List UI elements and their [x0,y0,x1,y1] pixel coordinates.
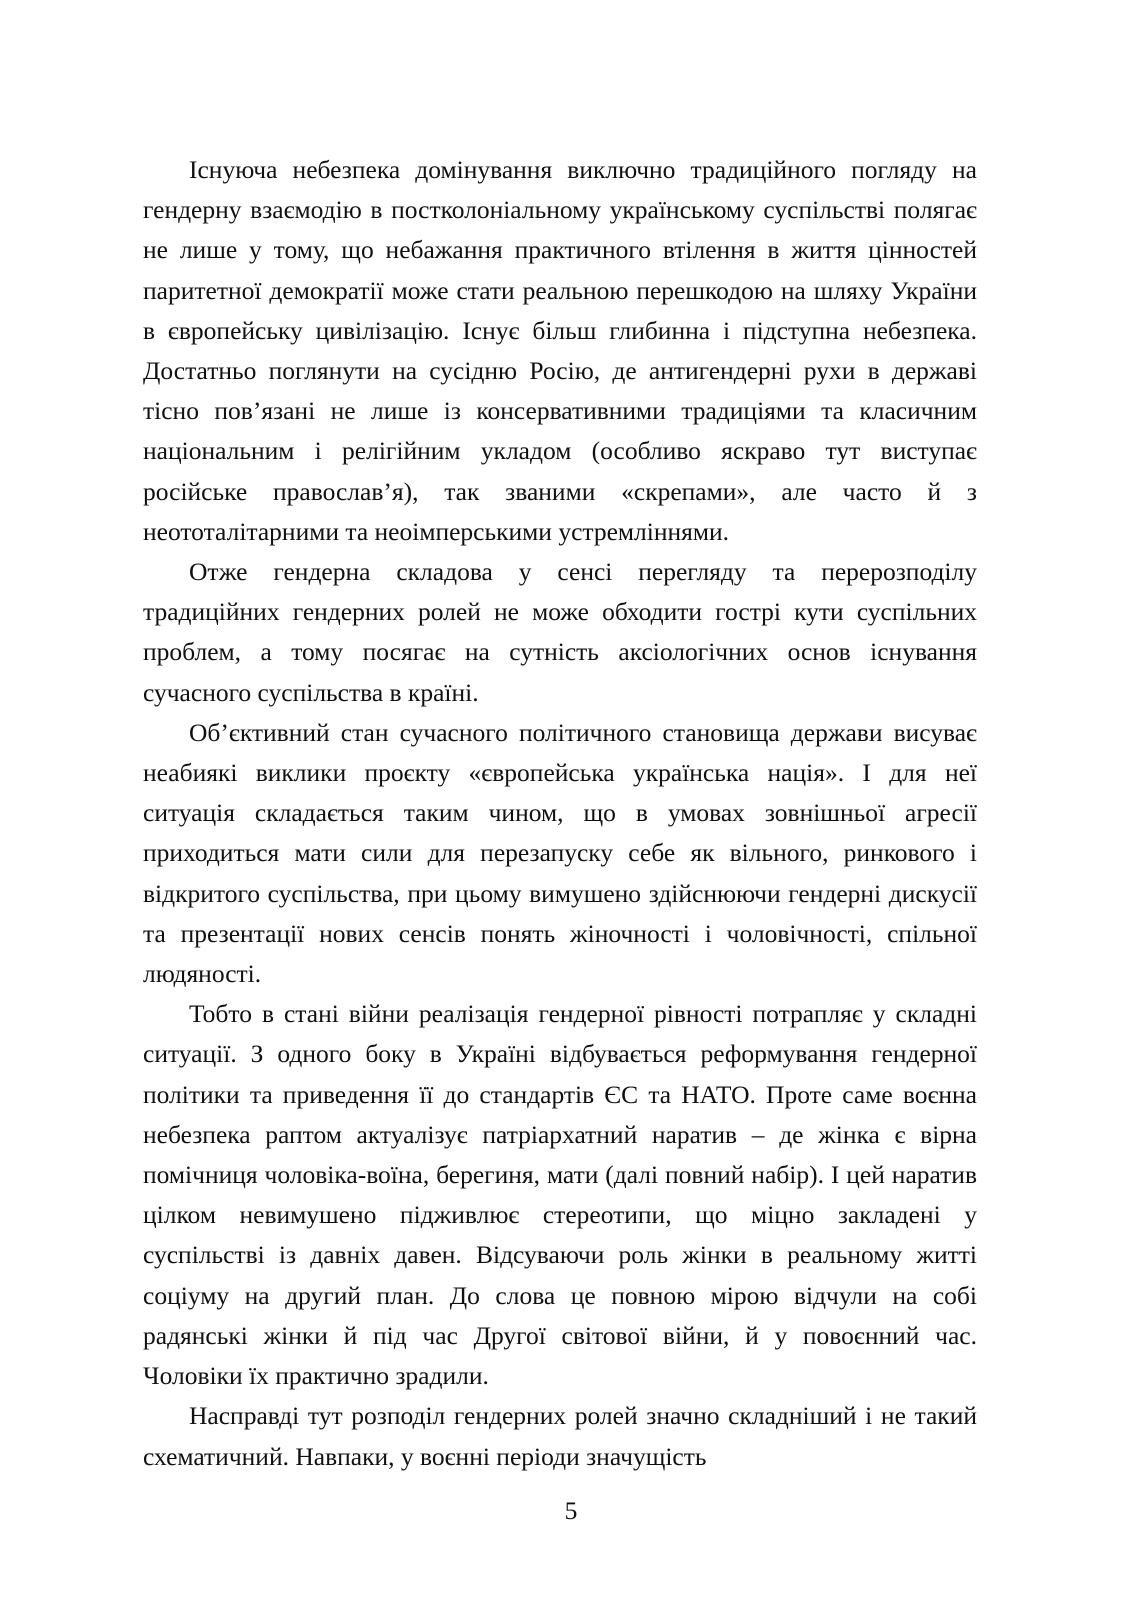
paragraph-1: Існуюча небезпека домінування виключно традиційного погляду на гендерну взаємодію в постколоніальному українському суспільстві полягає не лише у тому, що небажання практичного втілення в життя цінностей паритетної демократії може стати реальною перешкодою на шляху України в європейську цивілізацію. Існує більш глибинна і підступна небезпека. Достатньо поглянути на сусідню Росію, де антигендерні рухи в державі тісно пов’язані не лише із консервативними традиціями та класичним національним і релігійним укладом (особливо яскраво тут виступає російське православ’я), так званими «скрепами», але часто й з неототалітарними та неоімперськими устремліннями. [143,155,977,546]
page-body [143,150,977,1477]
page-number: 5 [564,1495,578,1525]
paragraph-5: Насправді тут розподіл гендерних ролей значно складніший і не такий схематичний. Навпаки, у воєнні періоди значущість [143,1401,977,1471]
paragraph-3: Об’єктивний стан сучасного політичного становища держави висуває неабиякі виклики проєкту «європейська українська нація». І для неї ситуація складається таким чином, що в умовах зовнішньої агресії приходиться мати сили для перезапуску себе як вільного, ринкового і відкритого суспільства, при цьому вимушено здійснюючи гендерні дискусії та презентації нових сенсів понять жіночності і чоловічності, спільної людяності. [143,717,977,989]
paragraph-4: Тобто в стані війни реалізація гендерної рівності потрапляє у складні ситуації. З одного боку в Україні відбувається реформування гендерної політики та приведення її до стандартів ЄС та НАТО. Проте саме воєнна небезпека раптом актуалізує патріархатний наратив – де жінка є вірна помічниця чоловіка-воїна, берегиня, мати (далі повний набір). І цей наратив цілком невимушено підживлює стереотипи, що міцно закладені у суспільстві із давніх давен. Відсуваючи роль жінки в реальному житті соціуму на другий план. До слова це повною мірою відчули на собі радянські жінки й під час Другої світової війни, й у повоєнний час. Чоловіки їх практично зрадили. [143,999,977,1391]
paragraph-2: Отже гендерна складова у сенсі перегляду та перерозподілу традиційних гендерних ролей не може обходити гострі кути суспільних проблем, а тому посягає на сутність аксіологічних основ існування сучасного суспільства в країні. [143,557,977,707]
